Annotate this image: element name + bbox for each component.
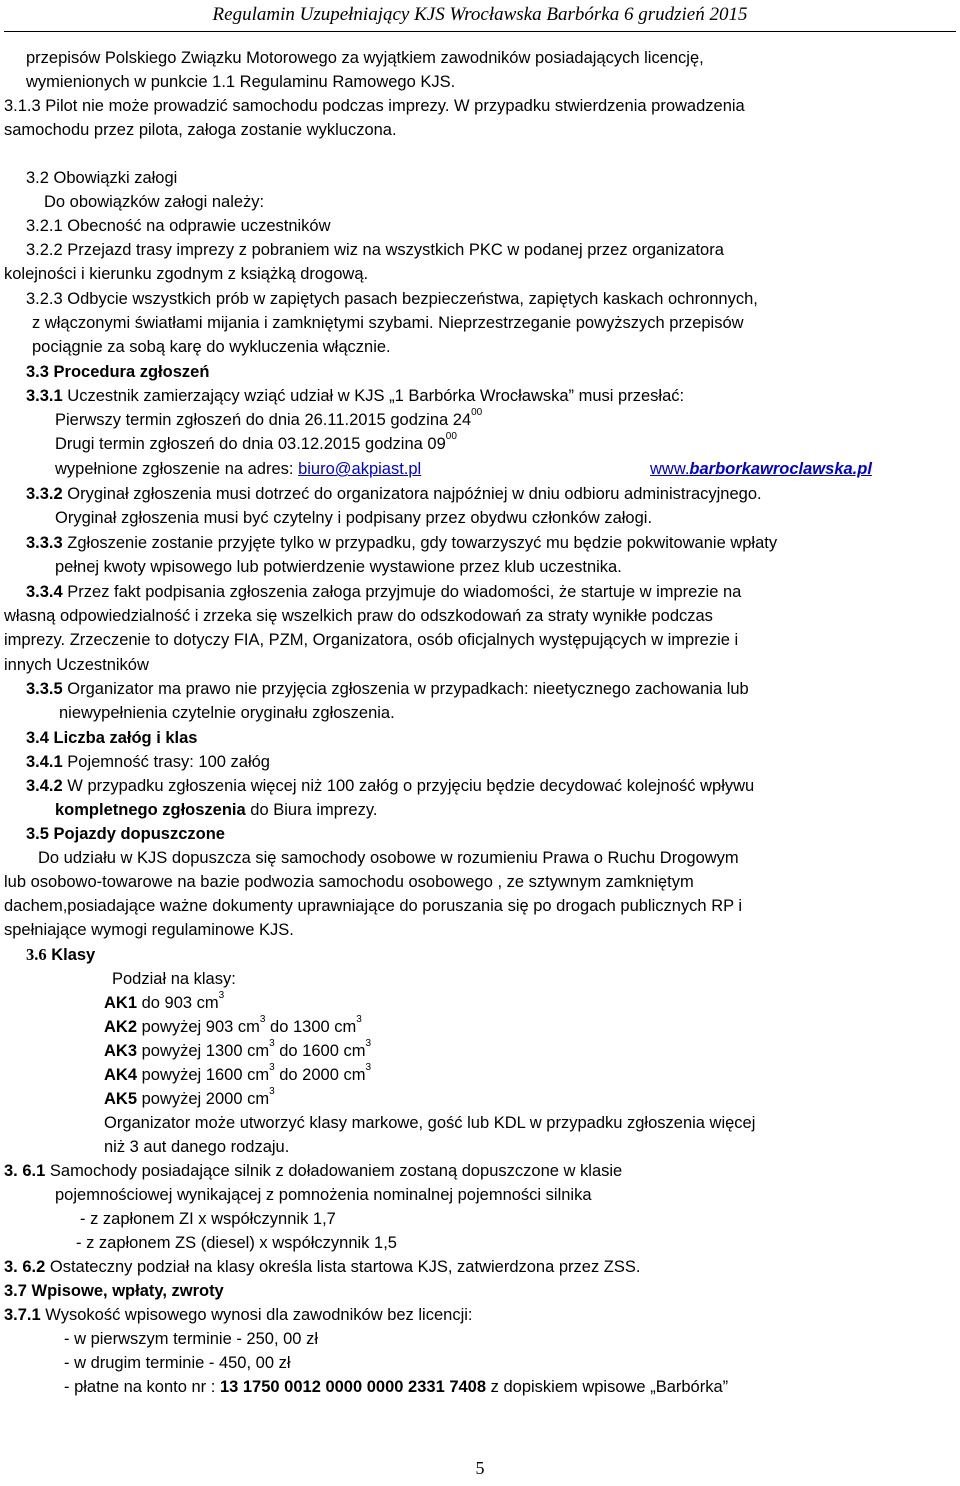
item-number: 3.4.2	[26, 777, 63, 795]
class-code: AK3	[104, 1042, 138, 1060]
section-heading-3-3: 3.3 Procedura zgłoszeń	[26, 363, 210, 381]
text-line: pełnej kwoty wpisowego lub potwierdzenie wystawione przez klub uczestnika.	[55, 558, 622, 576]
text-line: 3.2.1 Obecność na odprawie uczestników	[26, 217, 331, 235]
item-number: 3.4.1	[26, 753, 63, 771]
class-range: powyżej 903 cm	[137, 1018, 260, 1036]
class-row-ak2	[104, 1014, 362, 1037]
item-number: 3.3.5	[26, 680, 63, 698]
text-line: samochodu przez pilota, załoga zostanie wykluczona.	[4, 121, 397, 139]
superscript: 3	[259, 1014, 266, 1025]
text-line: - w pierwszym terminie - 250, 00 zł	[64, 1330, 318, 1348]
text-line	[26, 484, 762, 504]
class-range: do 1300 cm	[265, 1018, 357, 1036]
class-range: do 903 cm	[137, 994, 219, 1012]
class-code: AK2	[104, 1018, 138, 1036]
class-range: powyżej 1600 cm	[137, 1066, 270, 1084]
text-line	[55, 800, 377, 820]
item-text: Zgłoszenie zostanie przyjęte tylko w przypadku, gdy towarzyszyć mu będzie pokwitowanie wpłaty	[62, 534, 778, 552]
payment-label: - płatne na konto nr :	[64, 1378, 220, 1396]
text-line	[26, 386, 684, 406]
text-line	[26, 752, 270, 772]
text-line: własną odpowiedzialność i zrzeka się wszelkich praw do odszkodowań za straty wynikłe podczas	[4, 607, 713, 625]
bold-phrase: kompletnego zgłoszenia	[55, 801, 246, 819]
text-line	[26, 679, 749, 699]
superscript: 3	[269, 1062, 275, 1073]
text-line: pojemnościowej wynikającej z pomnożenia nominalnej pojemności silnika	[55, 1186, 592, 1204]
class-range: do 2000 cm	[274, 1066, 366, 1084]
item-text: Organizator ma prawo nie przyjęcia zgłoszenia w przypadkach: nieetycznego zachowania lub	[62, 680, 749, 698]
page-number: 5	[475, 1458, 485, 1478]
website-link-prefix[interactable]: www.	[650, 460, 690, 478]
superscript: 3	[365, 1062, 372, 1073]
text-line	[55, 459, 421, 479]
superscript: 00	[445, 431, 457, 442]
text-line: 3.2.3 Odbycie wszystkich prób w zapiętych pasach bezpieczeństwa, zapiętych kaskach ochronnych,	[26, 290, 758, 308]
superscript: 3	[269, 1086, 275, 1097]
class-code: AK1	[104, 994, 138, 1012]
section-title: Klasy	[46, 946, 96, 964]
text-line: Podział na klasy:	[112, 970, 236, 988]
text-line: spełniające wymogi regulaminowe KJS.	[4, 921, 294, 939]
text-line: Oryginał zgłoszenia musi być czytelny i podpisany przez obydwu członków załogi.	[55, 509, 653, 527]
class-row-ak3	[104, 1038, 372, 1061]
email-link[interactable]: biuro@akpiast.pl	[298, 460, 422, 478]
superscript: 3	[356, 1014, 362, 1025]
class-range: powyżej 1300 cm	[137, 1042, 270, 1060]
deadline-first: Pierwszy termin zgłoszeń do dnia 26.11.2015 godzina 24	[55, 411, 472, 429]
text-line: kolejności i kierunku zgodnym z książką drogową.	[4, 265, 369, 283]
class-range: powyżej 2000 cm	[137, 1090, 270, 1108]
item-number: 3. 6.1	[4, 1162, 46, 1180]
superscript: 00	[471, 407, 483, 418]
text-line	[26, 776, 754, 796]
item-number: 3. 6.2	[4, 1258, 46, 1276]
item-text: do Biura imprezy.	[245, 801, 378, 819]
item-number: 3.3.3	[26, 534, 63, 552]
text-line: pociągnie za sobą karę do wykluczenia włącznie.	[32, 338, 391, 356]
bank-account-number: 13 1750 0012 0000 0000 2331 7408	[219, 1378, 487, 1396]
item-text: Wysokość wpisowego wynosi dla zawodników bez licencji:	[40, 1306, 473, 1324]
class-code: AK4	[104, 1066, 138, 1084]
text-line	[4, 1161, 622, 1181]
text-line: dachem,posiadające ważne dokumenty uprawniające do poruszania się po drogach publicznych RP i	[4, 897, 743, 915]
class-row-ak5	[104, 1086, 275, 1109]
item-text: Samochody posiadające silnik z doładowaniem zostaną dopuszczone w klasie	[45, 1162, 623, 1180]
section-heading-3-2: 3.2 Obowiązki załogi	[26, 169, 178, 187]
text-line: - w drugim terminie - 450, 00 zł	[64, 1354, 291, 1372]
text-line: z włączonymi światłami mijania i zamkniętymi szybami. Nieprzestrzeganie powyższych przepisów	[32, 314, 744, 332]
header-rule	[4, 31, 956, 32]
text-line: 3.1.3 Pilot nie może prowadzić samochodu podczas imprezy. W przypadku stwierdzenia prowadzenia	[4, 97, 745, 115]
item-text: Oryginał zgłoszenia musi dotrzeć do organizatora najpóźniej w dniu odbioru administracyjnego.	[62, 485, 762, 503]
item-number: 3.3.1	[26, 387, 63, 405]
section-heading-3-4: 3.4 Liczba załóg i klas	[26, 729, 198, 747]
text-line: innych Uczestników	[4, 656, 149, 674]
section-heading-3-7: 3.7 Wpisowe, wpłaty, zwroty	[4, 1282, 224, 1300]
text-line	[26, 533, 777, 553]
text-line: Do udziału w KJS dopuszcza się samochody osobowe w rozumieniu Prawa o Ruchu Drogowym	[38, 849, 739, 867]
text-line: Organizator może utworzyć klasy markowe, gość lub KDL w przypadku zgłoszenia więcej	[104, 1114, 756, 1132]
text-line: niewypełnienia czytelnie oryginału zgłoszenia.	[59, 704, 395, 722]
class-row-ak1	[104, 990, 225, 1013]
superscript: 3	[365, 1038, 372, 1049]
class-code: AK5	[104, 1090, 138, 1108]
item-text: Ostateczny podział na klasy określa lista startowa KJS, zatwierdzona przez ZSS.	[45, 1258, 641, 1276]
text-line: wymienionych w punkcie 1.1 Regulaminu Ramowego KJS.	[26, 73, 456, 91]
text-line	[64, 1377, 728, 1397]
text-line: Do obowiązków załogi należy:	[44, 193, 265, 211]
item-text: Przez fakt podpisania zgłoszenia załoga przyjmuje do wiadomości, że startuje w imprezie na	[62, 583, 742, 601]
address-label: wypełnione zgłoszenie na adres:	[55, 460, 299, 478]
website-link-domain[interactable]: barborkawroclawska.pl	[689, 460, 872, 478]
page-header: Regulamin Uzupełniający KJS Wrocławska Barbórka 6 grudzień 2015	[212, 4, 748, 25]
text-line: imprezy. Zrzeczenie to dotyczy FIA, PZM, Organizatora, osób oficjalnych występujących w imprezie i	[4, 631, 739, 649]
item-number: 3.3.2	[26, 485, 63, 503]
text-line	[55, 407, 483, 430]
section-heading-3-5: 3.5 Pojazdy dopuszczone	[26, 825, 225, 843]
text-line: - z zapłonem ZI x współczynnik 1,7	[80, 1210, 336, 1228]
section-heading-3-6	[26, 945, 95, 965]
deadline-second: Drugi termin zgłoszeń do dnia 03.12.2015 godzina 09	[55, 435, 446, 453]
item-number: 3.3.4	[26, 583, 63, 601]
superscript: 3	[218, 990, 225, 1001]
item-text: Pojemność trasy: 100 załóg	[62, 753, 270, 771]
text-line	[4, 1257, 640, 1277]
text-line: niż 3 aut danego rodzaju.	[104, 1138, 290, 1156]
text-line: lub osobowo-towarowe na bazie podwozia samochodu osobowego , ze sztywnym zamkniętym	[4, 873, 694, 891]
item-text: W przypadku zgłoszenia więcej niż 100 załóg o przyjęciu będzie decydować kolejność wpływu	[62, 777, 755, 795]
class-range: do 1600 cm	[274, 1042, 366, 1060]
item-number: 3.7.1	[4, 1306, 41, 1324]
text-line	[26, 582, 741, 602]
payment-note: z dopiskiem wpisowe „Barbórka”	[486, 1378, 729, 1396]
text-line	[4, 1305, 473, 1325]
item-text: Uczestnik zamierzający wziąć udział w KJS „1 Barbórka Wrocławska” musi przesłać:	[62, 387, 685, 405]
text-line: - z zapłonem ZS (diesel) x współczynnik 1,5	[76, 1234, 397, 1252]
class-row-ak4	[104, 1062, 372, 1085]
text-line: przepisów Polskiego Związku Motorowego za wyjątkiem zawodników posiadających licencję,	[26, 49, 704, 67]
text-line: 3.2.2 Przejazd trasy imprezy z pobraniem wiz na wszystkich PKC w podanej przez organizatora	[26, 241, 724, 259]
website-link[interactable]	[650, 459, 872, 479]
section-number: 3.6	[26, 945, 47, 964]
text-line	[55, 431, 457, 454]
superscript: 3	[269, 1038, 275, 1049]
